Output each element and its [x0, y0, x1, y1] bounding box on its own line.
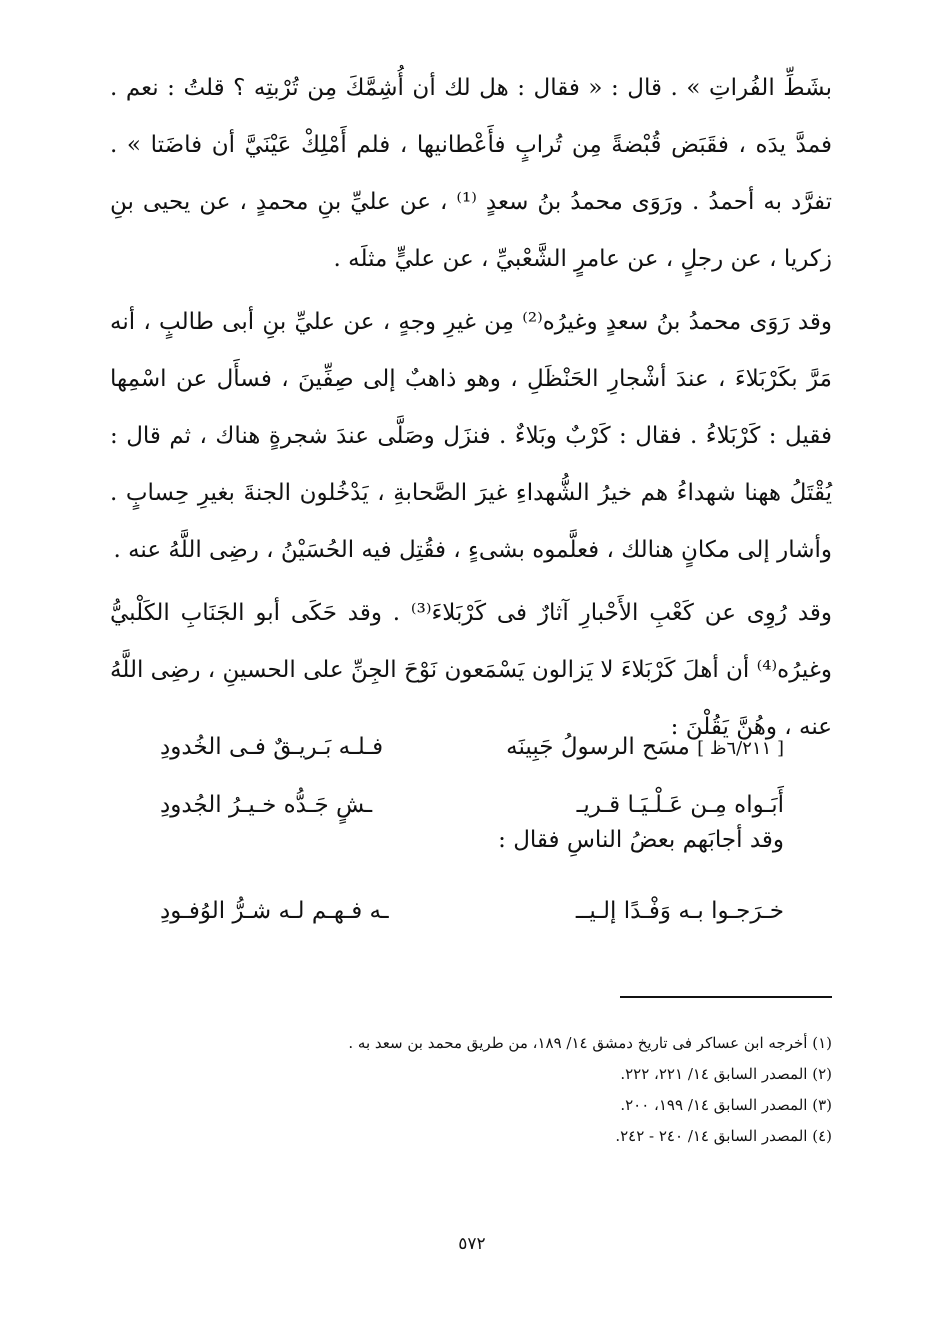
hemistich-text: مسَح الرسولُ جَبِينَه: [506, 734, 690, 760]
footnote: (٤) المصدر السابق ١٤/ ٢٤٠ - ٢٤٢.: [615, 1127, 832, 1145]
verse-first-hemistich: خـرَجـوا بـه وَفْـدًا إلـيــ: [575, 898, 784, 924]
page-number: ٥٧٢: [458, 1234, 486, 1254]
verse-second-hemistich: ـه فـهـم لـه شـرُّ الوُفـودِ: [160, 898, 389, 924]
verse-first-hemistich: [484, 718, 784, 776]
footnotes: [110, 1028, 832, 1152]
verse-line: [160, 882, 784, 940]
verse-first-hemistich: أَبَـواه مِـن عَـلْـيَـا قـريـ: [576, 792, 784, 818]
verse-second-hemistich: ـشٍ جَـدُّه خـيـرُ الجُدودِ: [160, 792, 373, 818]
footnote: (١) أخرجه ابن عساكر فى تاريخ دمشق ١٤/ ١٨٩، من طريق محمد بن سعد به .: [348, 1034, 832, 1052]
footnote: (٢) المصدر السابق ١٤/ ٢٢١، ٢٢٢.: [620, 1065, 832, 1083]
verse-line: [160, 718, 784, 776]
paragraph: بشَطِّ الفُراتِ » . قال : « فقال : هل لك أن أُشِمَّكَ مِن تُرْبتِه ؟ قلتُ : نعم . فمدَّ يدَه ، فقَبَض قُبْضةً مِن تُرابٍ فأَعْطانيها ، فلم أَمْلِكْ عَيْنَيَّ أن فاضَتا » . تفرَّد به أحمدُ . ورَوَى محمدُ بنُ سعدٍ ⁽¹⁾ ، عن عليِّ بنِ محمدٍ ، عن يحيى بنِ زكريا ، عن رجلٍ ، عن عامرٍ الشَّعْبيِّ ، عن عليٍّ مثلَه .: [110, 75, 832, 272]
footnote: (٣) المصدر السابق ١٤/ ١٩٩، ٢٠٠.: [620, 1096, 832, 1114]
footnote-separator: [620, 996, 832, 998]
poetry-block: [160, 718, 784, 940]
paragraph: وقد رَوَى محمدُ بنُ سعدٍ وغيرُه⁽²⁾ مِن غيرِ وجهٍ ، عن عليِّ بنِ أبى طالبٍ ، أنه مَرَّ بكَرْبَلاءَ ، عندَ أشْجارِ الحَنْظَلِ ، وهو ذاهبٌ إلى صِفِّينَ ، فسأَل عن اسْمِها فقيل : كَرْبَلاءُ . فقال : كَرْبٌ وبَلاءٌ . فنزَل وصَلَّى عندَ شجرةٍ هناك ، ثم قال : يُقْتَلُ ههنا شهداءُ هم خيرُ الشُّهداءِ غيرَ الصَّحابةِ ، يَدْخُلون الجنةَ بغيرِ حِسابٍ . وأشار إلى مكانٍ هنالك ، فعلَّموه بشىءٍ ، فقُتِل فيه الحُسَيْنُ ، رضِى اللَّهُ عنه .: [110, 309, 833, 563]
main-text: [110, 60, 832, 756]
manuscript-marker: [ ٦/٢١١ظ ]: [697, 738, 784, 759]
paragraph: وقد رُوِى عن كَعْبِ الأَحْبارِ آثارٌ فى كَرْبَلاءَ⁽³⁾ . وقد حَكَى أبو الجَنَابِ الكَلْبيُّ وغيرُه⁽⁴⁾ أن أهلَ كَرْبَلاءَ لا يَزالون يَسْمَعون نَوْحَ الجِنِّ على الحسينِ ، رضِى اللَّهُ عنه ، وهُنَّ يَقُلْنَ :: [110, 600, 832, 740]
bridge-text: وقد أجابَهم بعضُ الناسِ فقال :: [498, 827, 784, 853]
verse-second-hemistich: فـلـه بَـريـقٌ فـى الخُدودِ: [160, 734, 384, 760]
